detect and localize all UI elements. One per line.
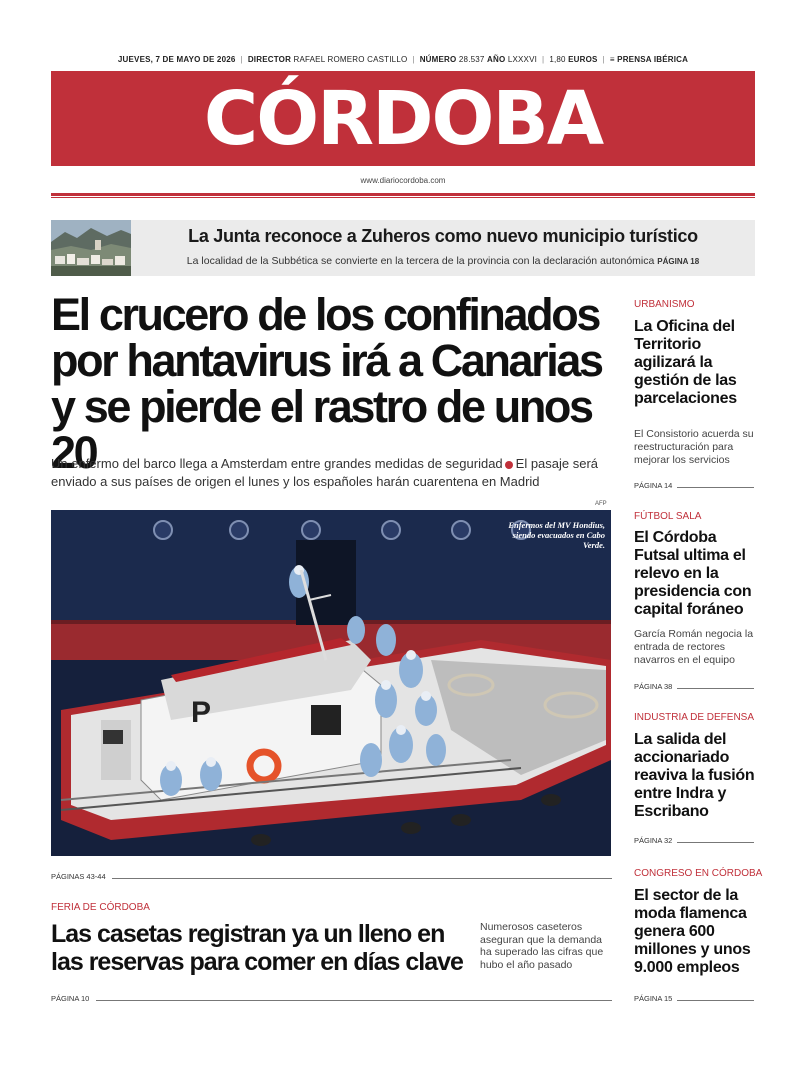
- zuheros-photo: [51, 220, 131, 276]
- director-label: DIRECTOR: [247, 55, 292, 64]
- lead-subhead: [51, 455, 611, 491]
- masthead-rule: [51, 193, 755, 196]
- director-name: RAFAEL ROMERO CASTILLO: [293, 55, 408, 64]
- lead-subhead-part1: Un enfermo del barco llega a Amsterdam entre grandes medidas de seguridad: [51, 456, 503, 471]
- bullet-dot-icon: [505, 461, 513, 469]
- sidebar-label-urbanismo: URBANISMO: [634, 299, 695, 310]
- masthead-rule-thin: [51, 197, 755, 198]
- photo-caption: Enfermos del MV Hondius, siendo evacuados en Cabo Verde.: [508, 520, 605, 550]
- lead-pages: PÁGINAS 43-44: [51, 872, 106, 881]
- feria-page: PÁGINA 10: [51, 994, 90, 1003]
- svg-text:P: P: [191, 696, 212, 729]
- teaser-page: PÁGINA 18: [657, 257, 700, 266]
- sidebar-page-urbanismo: PÁGINA 14: [634, 481, 673, 490]
- lead-photo-boat: [51, 510, 611, 856]
- teaser-subtitle-text: La localidad de la Subbética se convierte en la tercera de la provincia con la declaración autonómica: [186, 255, 655, 267]
- sidebar-page-futbol-sala: PÁGINA 38: [634, 682, 673, 691]
- masthead: [51, 71, 755, 166]
- numero-label: NÚMERO: [419, 55, 457, 64]
- teaser-title[interactable]: La Junta reconoce a Zuheros como nuevo municipio turístico: [188, 226, 698, 246]
- anio-label: AÑO: [487, 55, 506, 64]
- sidebar-title-urbanismo[interactable]: La Oficina del Territorio agilizará la gestión de las parcelaciones: [634, 318, 737, 407]
- publisher-group: ≡ PRENSA IBÉRICA: [609, 55, 689, 64]
- website-url[interactable]: www.diariocordoba.com: [360, 176, 446, 185]
- price-label: EUROS: [568, 55, 598, 64]
- feria-headline[interactable]: Las casetas registran ya un lleno en las reservas para comer en días clave: [51, 920, 463, 976]
- sidebar-title-futbol-sala[interactable]: El Córdoba Futsal ultima el relevo en la presidencia con capital foráneo: [634, 529, 752, 618]
- feria-section-label: FERIA DE CÓRDOBA: [51, 902, 150, 913]
- sidebar-text-futbol-sala: García Román negocia la entrada de rectores navarros en el equipo: [634, 628, 754, 666]
- teaser-subtitle: [131, 255, 755, 267]
- sidebar-text-urbanismo: El Consistorio acuerda su reestructuración para mejorar los servicios: [634, 428, 754, 466]
- sidebar-rule-3: [677, 842, 754, 843]
- edition-date: JUEVES, 7 DE MAYO DE 2026: [117, 55, 236, 64]
- photo-credit: AFP: [595, 501, 607, 507]
- lead-headline[interactable]: El crucero de los confinados por hantavirus irá a Canarias y se pierde el rastro de unos 20: [51, 289, 602, 478]
- sidebar-page-defensa: PÁGINA 32: [634, 836, 673, 845]
- sidebar-rule-4: [677, 1000, 754, 1001]
- lead-pages-rule: [112, 878, 612, 879]
- price-value: 1,80: [549, 55, 566, 64]
- edition-info-bar: JUEVES, 7 DE MAYO DE 2026 | DIRECTOR RAFAEL ROMERO CASTILLO | NÚMERO 28.537 AÑO LXXXVI | 1,80 EUROS | ≡ PRENSA IBÉRICA: [117, 55, 689, 64]
- sidebar-label-futbol-sala: FÚTBOL SALA: [634, 511, 702, 522]
- feria-page-rule: [96, 1000, 612, 1001]
- sidebar-title-congreso[interactable]: El sector de la moda flamenca genera 600 millones y unos 9.000 empleos: [634, 887, 751, 976]
- numero-value: 28.537: [458, 55, 485, 64]
- sidebar-page-congreso: PÁGINA 15: [634, 994, 673, 1003]
- sidebar-rule-2: [677, 688, 754, 689]
- sidebar-label-congreso: CONGRESO EN CÓRDOBA: [634, 868, 763, 879]
- sidebar-rule-1: [677, 487, 754, 488]
- lead-subhead-part2: El pasaje será enviado a sus países de origen el lunes y los españoles harán cuarentena en Madrid: [51, 456, 599, 489]
- masthead-title: CÓRDOBA: [203, 75, 603, 162]
- feria-side-text: Numerosos caseteros aseguran que la demanda ha superado las cifras que hubo el año pasado: [480, 921, 604, 971]
- sidebar-title-defensa[interactable]: La salida del accionariado reaviva la fusión entre Indra y Escribano: [634, 731, 755, 820]
- sidebar-label-defensa: INDUSTRIA DE DEFENSA: [634, 712, 755, 723]
- anio-value: LXXXVI: [507, 55, 538, 64]
